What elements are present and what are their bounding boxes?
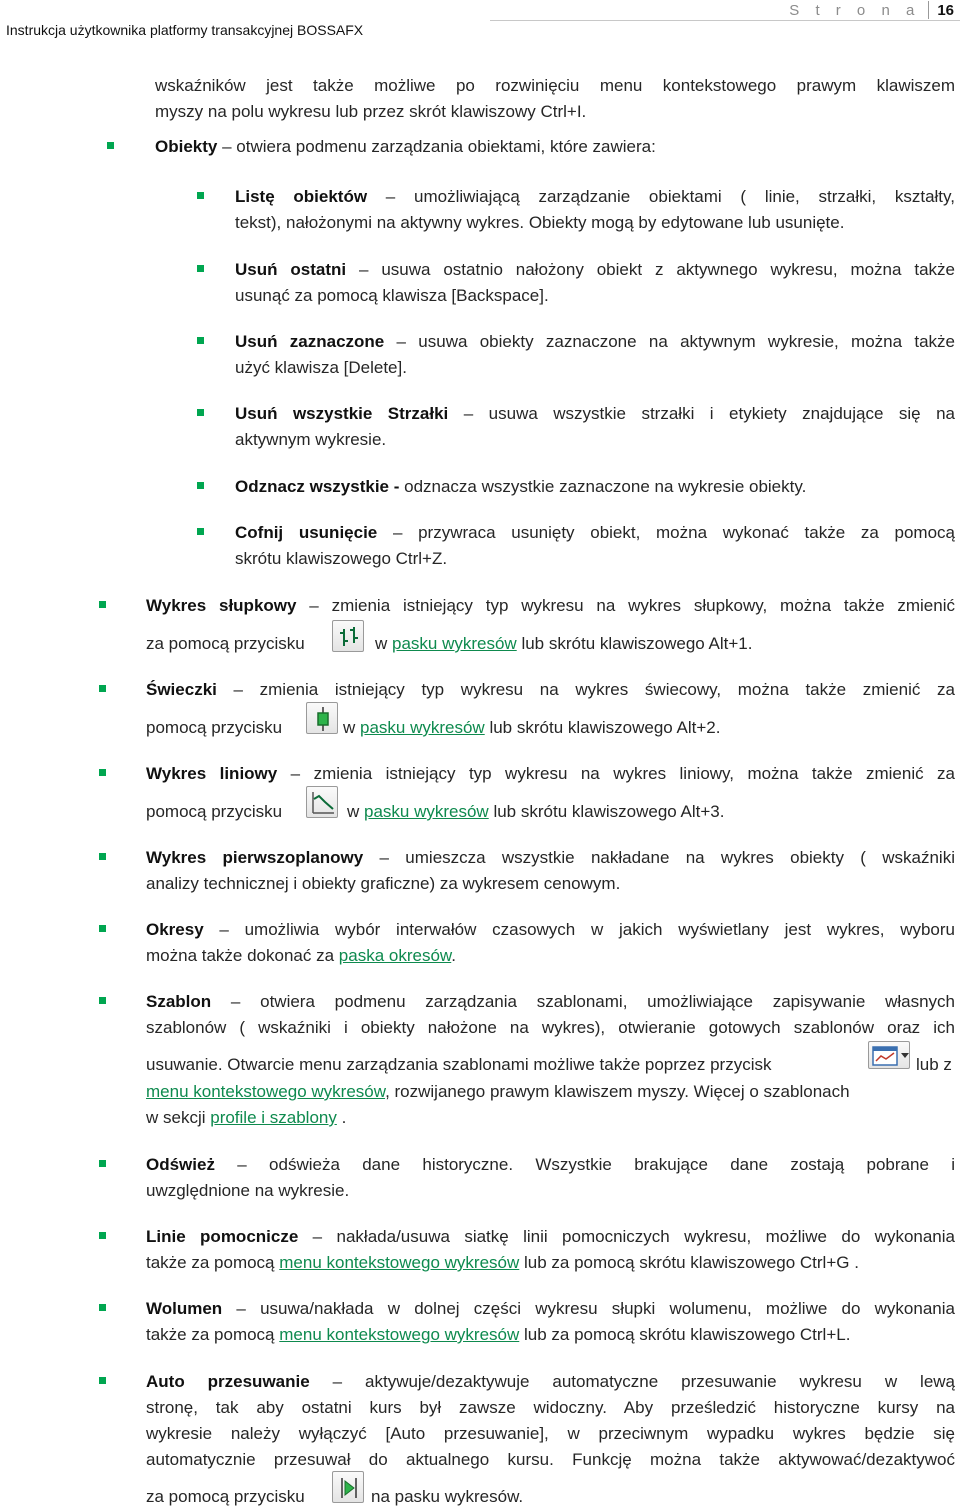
foreground-line-2: analizy technicznej i obiekty graficzne) za wykresem cenowym. — [146, 874, 621, 893]
autoscroll-line-2: stronę, tak aby ostatni kurs był zawsze widoczny. Aby prześledzić historyczne kursy na — [146, 1398, 955, 1417]
volume-term: Wolumen — [146, 1299, 223, 1318]
chart-context-menu-link[interactable]: menu kontekstowego wykresów — [279, 1253, 520, 1272]
auto-scroll-icon[interactable] — [332, 1471, 364, 1503]
sub-item-term: Odznacz wszystkie - — [235, 477, 400, 496]
obiekty-term: Obiekty — [155, 137, 218, 156]
template-dropdown-icon[interactable] — [868, 1041, 910, 1069]
bullet-icon — [99, 1232, 106, 1239]
template-line-1 — [146, 989, 955, 1015]
page-separator — [928, 1, 929, 19]
line-chart-line-2a: pomocą przycisku — [146, 802, 283, 821]
volume-line-1 — [146, 1296, 955, 1322]
bar-chart-line-1 — [146, 593, 955, 619]
bar-chart-line-2a: za pomocą przycisku — [146, 634, 305, 653]
page-label: S t r o n a — [789, 1, 921, 19]
template-line-5 — [146, 1105, 346, 1131]
sub-item-term: Cofnij usunięcie — [235, 523, 378, 542]
gridlines-line-1 — [146, 1224, 955, 1250]
candles-line-1 — [146, 677, 955, 703]
header-rule — [490, 20, 960, 21]
bar-chart-icon[interactable] — [332, 620, 364, 652]
template-line-3b: lub z — [916, 1055, 952, 1074]
chart-bar-link[interactable]: pasku wykresów — [392, 634, 517, 653]
line-chart-line-2b — [347, 799, 724, 825]
foreground-line-1 — [146, 845, 955, 871]
sub-item-text: – usuwa obiekty zaznaczone na aktywnym wykresie, można także — [384, 332, 955, 351]
candles-text: w — [343, 718, 360, 737]
bullet-icon — [197, 409, 204, 416]
line-chart-term: Wykres liniowy — [146, 764, 278, 783]
bullet-icon — [197, 192, 204, 199]
intro-line-1: wskaźników jest także możliwe po rozwinięciu menu kontekstowego prawym klawiszem — [155, 76, 955, 95]
template-text: . — [336, 1108, 347, 1127]
bullet-icon — [99, 853, 106, 860]
autoscroll-line-4: automatycznie przesuwał do aktualnego kursu. Funkcję można także aktywować/dezaktywoć — [146, 1450, 955, 1469]
autoscroll-line-5b: na pasku wykresów. — [371, 1487, 524, 1506]
bullet-icon — [99, 685, 106, 692]
template-text: , rozwijanego prawym klawiszem myszy. Więcej o szablonach — [385, 1082, 850, 1101]
volume-text: także za pomocą — [146, 1325, 280, 1344]
periods-term: Okresy — [146, 920, 204, 939]
volume-text: lub za pomocą skrótu klawiszowego Ctrl+L. — [519, 1325, 851, 1344]
chart-context-menu-link[interactable]: menu kontekstowego wykresów — [146, 1082, 386, 1101]
bullet-icon — [107, 142, 114, 149]
sub-item-term: Usuń wszystkie Strzałki — [235, 404, 449, 423]
bullet-icon — [197, 482, 204, 489]
bar-chart-term: Wykres słupkowy — [146, 596, 297, 615]
candles-text: – zmienia istniejący typ wykresu na wykres świecowy, można także zmienić za — [216, 680, 955, 699]
volume-text: – usuwa/nakłada w dolnej części wykresu słupki wolumenu, możliwe do wykonania — [222, 1299, 955, 1318]
autoscroll-term: Auto przesuwanie — [146, 1372, 310, 1391]
bullet-icon — [99, 601, 106, 608]
candles-term: Świeczki — [146, 680, 217, 699]
refresh-term: Odśwież — [146, 1155, 215, 1174]
template-term: Szablon — [146, 992, 212, 1011]
candles-line-2a: pomocą przycisku — [146, 718, 283, 737]
refresh-line-1 — [146, 1152, 955, 1178]
template-text: w sekcji — [146, 1108, 211, 1127]
autoscroll-text: – aktywuje/dezaktywuje automatyczne przesuwanie wykresu w lewą — [309, 1372, 955, 1391]
chart-bar-link[interactable]: pasku wykresów — [360, 718, 485, 737]
refresh-text: – odświeża dane historyczne. Wszystkie brakujące dane zostają pobrane i — [214, 1155, 955, 1174]
autoscroll-line-3: wykresie należy wyłączyć [Auto przesuwanie], w przeciwnym wypadku wykres będzie się — [146, 1424, 955, 1443]
autoscroll-line-1 — [146, 1369, 955, 1395]
obiekty-desc: – otwiera podmenu zarządzania obiektami, które zawiera: — [217, 137, 656, 156]
gridlines-term: Linie pomocnicze — [146, 1227, 299, 1246]
bullet-icon — [99, 769, 106, 776]
sub-item-line-2: użyć klawisza [Delete]. — [235, 358, 407, 377]
sub-item-line-1 — [235, 257, 955, 283]
periods-text: . — [451, 946, 456, 965]
template-line-3a: usuwanie. Otwarcie menu zarządzania szablonami możliwe także poprzez przycisk — [146, 1055, 772, 1074]
chart-bar-link[interactable]: pasku wykresów — [364, 802, 489, 821]
page-number-box — [789, 0, 954, 20]
bullet-icon — [99, 1160, 106, 1167]
template-line-4 — [146, 1079, 850, 1105]
candles-line-2b — [343, 715, 720, 741]
bar-chart-text: – zmienia istniejący typ wykresu na wykres słupkowy, można także zmienić — [296, 596, 955, 615]
refresh-line-2: uwzględnione na wykresie. — [146, 1181, 350, 1200]
gridlines-line-2 — [146, 1250, 859, 1276]
bullet-icon — [197, 528, 204, 535]
volume-line-2 — [146, 1322, 850, 1348]
bar-chart-text: w — [375, 634, 392, 653]
periods-line-1 — [146, 917, 955, 943]
line-chart-text: – zmienia istniejący typ wykresu na wykres liniowy, można także zmienić za — [277, 764, 955, 783]
bullet-icon — [197, 265, 204, 272]
bullet-icon — [197, 337, 204, 344]
foreground-text: – umieszcza wszystkie nakładane na wykres obiekty ( wskaźniki — [363, 848, 955, 867]
bullet-icon — [99, 1377, 106, 1384]
sub-item-line-1 — [235, 401, 955, 427]
chart-context-menu-link[interactable]: menu kontekstowego wykresów — [279, 1325, 520, 1344]
gridlines-text: także za pomocą — [146, 1253, 280, 1272]
periods-text: można także dokonać za — [146, 946, 339, 965]
document-header-title: Instrukcja użytkownika platformy transakcyjnej BOSSAFX — [6, 22, 364, 38]
profiles-templates-link[interactable]: profile i szablony — [210, 1108, 337, 1127]
line-chart-text: w — [347, 802, 364, 821]
gridlines-text: – nakłada/usuwa siatkę linii pomocniczych wykresu, możliwe do wykonania — [298, 1227, 955, 1246]
sub-item-line-1 — [235, 520, 955, 546]
obiekty-item — [155, 134, 656, 160]
sub-item-term: Usuń zaznaczone — [235, 332, 385, 351]
sub-item-text: – umożliwiającą zarządzanie obiektami ( linie, strzałki, kształty, — [367, 187, 955, 206]
sub-item-line-2: usunąć za pomocą klawisza [Backspace]. — [235, 286, 549, 305]
line-chart-icon[interactable] — [306, 786, 338, 818]
periods-text: – umożliwia wybór interwałów czasowych w jakich wyświetlany jest wykres, wyboru — [203, 920, 955, 939]
foreground-term: Wykres pierwszoplanowy — [146, 848, 364, 867]
sub-item-term: Listę obiektów — [235, 187, 368, 206]
candles-text: lub skrótu klawiszowego Alt+2. — [484, 718, 721, 737]
bullet-icon — [99, 1304, 106, 1311]
bullet-icon — [99, 997, 106, 1004]
sub-item-text: – przywraca usunięty obiekt, można wykonać także za pomocą — [377, 523, 955, 542]
sub-item-text: odznacza wszystkie zaznaczone na wykresie obiekty. — [399, 477, 807, 496]
sub-item-line-1 — [235, 329, 955, 355]
intro-line-2: myszy na polu wykresu lub przez skrót klawiszowy Ctrl+I. — [155, 102, 587, 121]
bar-chart-line-2b — [375, 631, 752, 657]
sub-item-line-2: tekst), nałożonymi na aktywny wykres. Obiekty mogą by edytowane lub usunięte. — [235, 213, 845, 232]
sub-item-text: – usuwa wszystkie strzałki i etykiety znajdujące się na — [448, 404, 955, 423]
page-number: 16 — [937, 1, 954, 19]
line-chart-text: lub skrótu klawiszowego Alt+3. — [488, 802, 725, 821]
line-chart-line-1 — [146, 761, 955, 787]
periods-bar-link[interactable]: paska okresów — [338, 946, 452, 965]
sub-item-line-2: skrótu klawiszowego Ctrl+Z. — [235, 549, 448, 568]
sub-item-text: – usuwa ostatnio nałożony obiekt z aktywnego wykresu, można także — [346, 260, 955, 279]
template-line-2: szablonów ( wskaźniki i obiekty nałożone na wykres), otwieranie gotowych szablonów oraz ich — [146, 1018, 955, 1037]
sub-item-line-2: aktywnym wykresie. — [235, 430, 387, 449]
template-text: – otwiera podmenu zarządzania szablonami, umożliwiające zapisywanie własnych — [211, 992, 955, 1011]
sub-item-line-1 — [235, 474, 806, 500]
sub-item-term: Usuń ostatni — [235, 260, 347, 279]
sub-item-line-1 — [235, 184, 955, 210]
bar-chart-text: lub skrótu klawiszowego Alt+1. — [516, 634, 753, 653]
bullet-icon — [99, 925, 106, 932]
candlestick-icon[interactable] — [306, 702, 338, 734]
gridlines-text: lub za pomocą skrótu klawiszowego Ctrl+G . — [519, 1253, 859, 1272]
periods-line-2 — [146, 943, 456, 969]
autoscroll-line-5a: za pomocą przycisku — [146, 1487, 305, 1506]
